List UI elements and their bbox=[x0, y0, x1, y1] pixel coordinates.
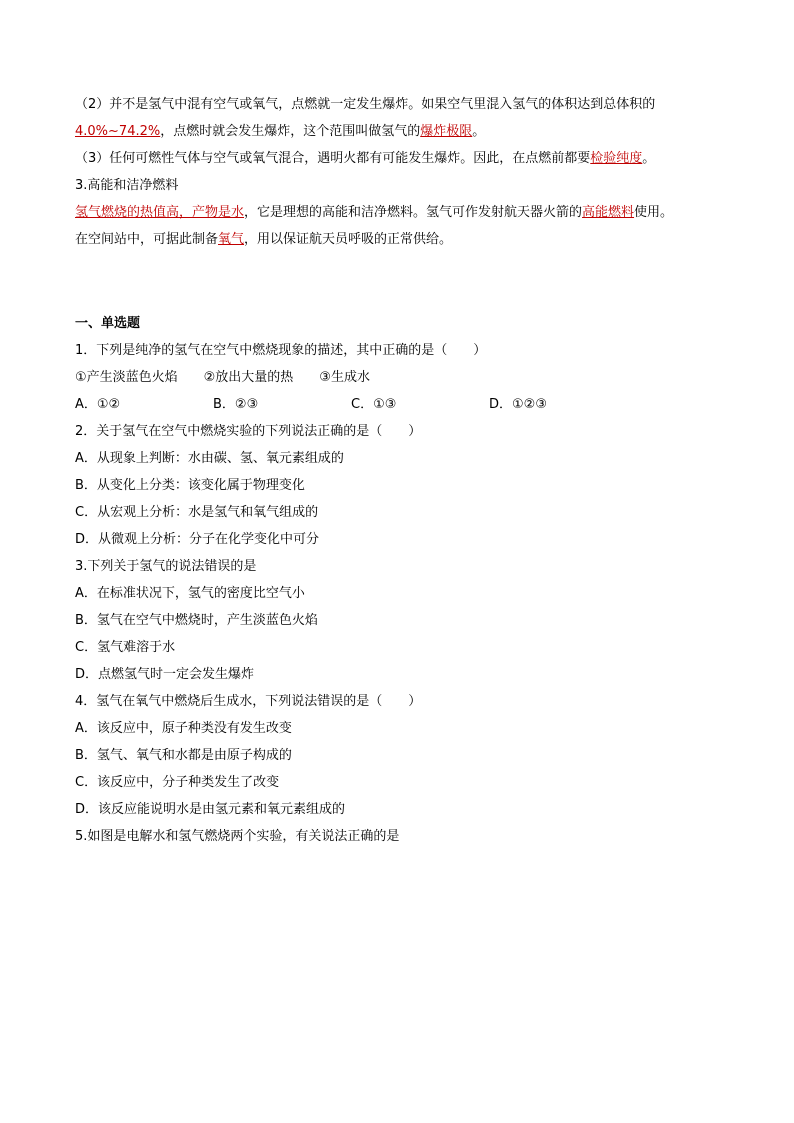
q1-option-c: C．①③ bbox=[351, 397, 397, 412]
q4-option-d: D．该反应能说明水是由氢元素和氧元素组成的 bbox=[75, 802, 346, 817]
sec3-red2: 高能燃料 bbox=[582, 205, 635, 220]
q2-option-c: C．从宏观上分析：水是氢气和氧气组成的 bbox=[75, 505, 319, 520]
purity-test-term: 检验纯度 bbox=[590, 151, 643, 166]
intro-p3: （3）任何可燃性气体与空气或氧气混合，遇明火都有可能发生爆炸。因此，在点燃前都要检验纯度。 bbox=[75, 151, 656, 166]
section-title: 一、单选题 bbox=[75, 316, 141, 331]
sec3-red3: 氧气 bbox=[218, 232, 245, 247]
q2-stem: 2．关于氢气在空气中燃烧实验的下列说法正确的是（ ） bbox=[75, 424, 422, 439]
q4-option-a: A．该反应中，原子种类没有发生改变 bbox=[75, 721, 292, 736]
intro-p2-line1: （2）并不是氢气中混有空气或氧气，点燃就一定发生爆炸。如果空气里混入氢气的体积达到总体积的 bbox=[75, 97, 656, 112]
intro-p2-line2: 4.0%~74.2%，点燃时就会发生爆炸，这个范围叫做氢气的爆炸极限。 bbox=[75, 124, 486, 139]
q3-option-d: D．点燃氢气时一定会发生爆炸 bbox=[75, 667, 255, 682]
q1-option-a: A．①② bbox=[75, 397, 121, 412]
q1-option-b: B．②③ bbox=[213, 397, 259, 412]
q2-option-d: D．从微观上分析：分子在化学变化中可分 bbox=[75, 532, 320, 547]
q4-option-c: C．该反应中，分子种类发生了改变 bbox=[75, 775, 280, 790]
q5-stem: 5.如图是电解水和氢气燃烧两个实验，有关说法正确的是 bbox=[75, 829, 400, 844]
q1-stem: 1．下列是纯净的氢气在空气中燃烧现象的描述，其中正确的是（ ） bbox=[75, 343, 487, 358]
q1-option-d: D．①②③ bbox=[489, 397, 547, 412]
explosion-range: 4.0%~74.2% bbox=[75, 124, 161, 139]
q2-option-b: B．从变化上分类：该变化属于物理变化 bbox=[75, 478, 305, 493]
q1-sub: ①产生淡蓝色火焰 ②放出大量的热 ③生成水 bbox=[75, 370, 370, 385]
sec3-line1: 氢气燃烧的热值高，产物是水，它是理想的高能和洁净燃料。氢气可作发射航天器火箭的高能燃料使用。 bbox=[75, 205, 674, 220]
q2-option-a: A．从现象上判断：水由碳、氢、氧元素组成的 bbox=[75, 451, 344, 466]
q3-option-a: A．在标准状况下，氢气的密度比空气小 bbox=[75, 586, 305, 601]
sec3-line2: 在空间站中，可据此制备氧气，用以保证航天员呼吸的正常供给。 bbox=[75, 232, 453, 247]
q4-stem: 4．氢气在氧气中燃烧后生成水，下列说法错误的是（ ） bbox=[75, 694, 422, 709]
q3-option-c: C．氢气难溶于水 bbox=[75, 640, 176, 655]
explosion-limit-term: 爆炸极限 bbox=[420, 124, 473, 139]
sec3-red1: 氢气燃烧的热值高，产物是水 bbox=[75, 205, 245, 220]
sec3-heading: 3.高能和洁净燃料 bbox=[75, 178, 179, 193]
q4-option-b: B．氢气、氧气和水都是由原子构成的 bbox=[75, 748, 292, 763]
q3-stem: 3.下列关于氢气的说法错误的是 bbox=[75, 559, 257, 574]
q3-option-b: B．氢气在空气中燃烧时，产生淡蓝色火焰 bbox=[75, 613, 318, 628]
